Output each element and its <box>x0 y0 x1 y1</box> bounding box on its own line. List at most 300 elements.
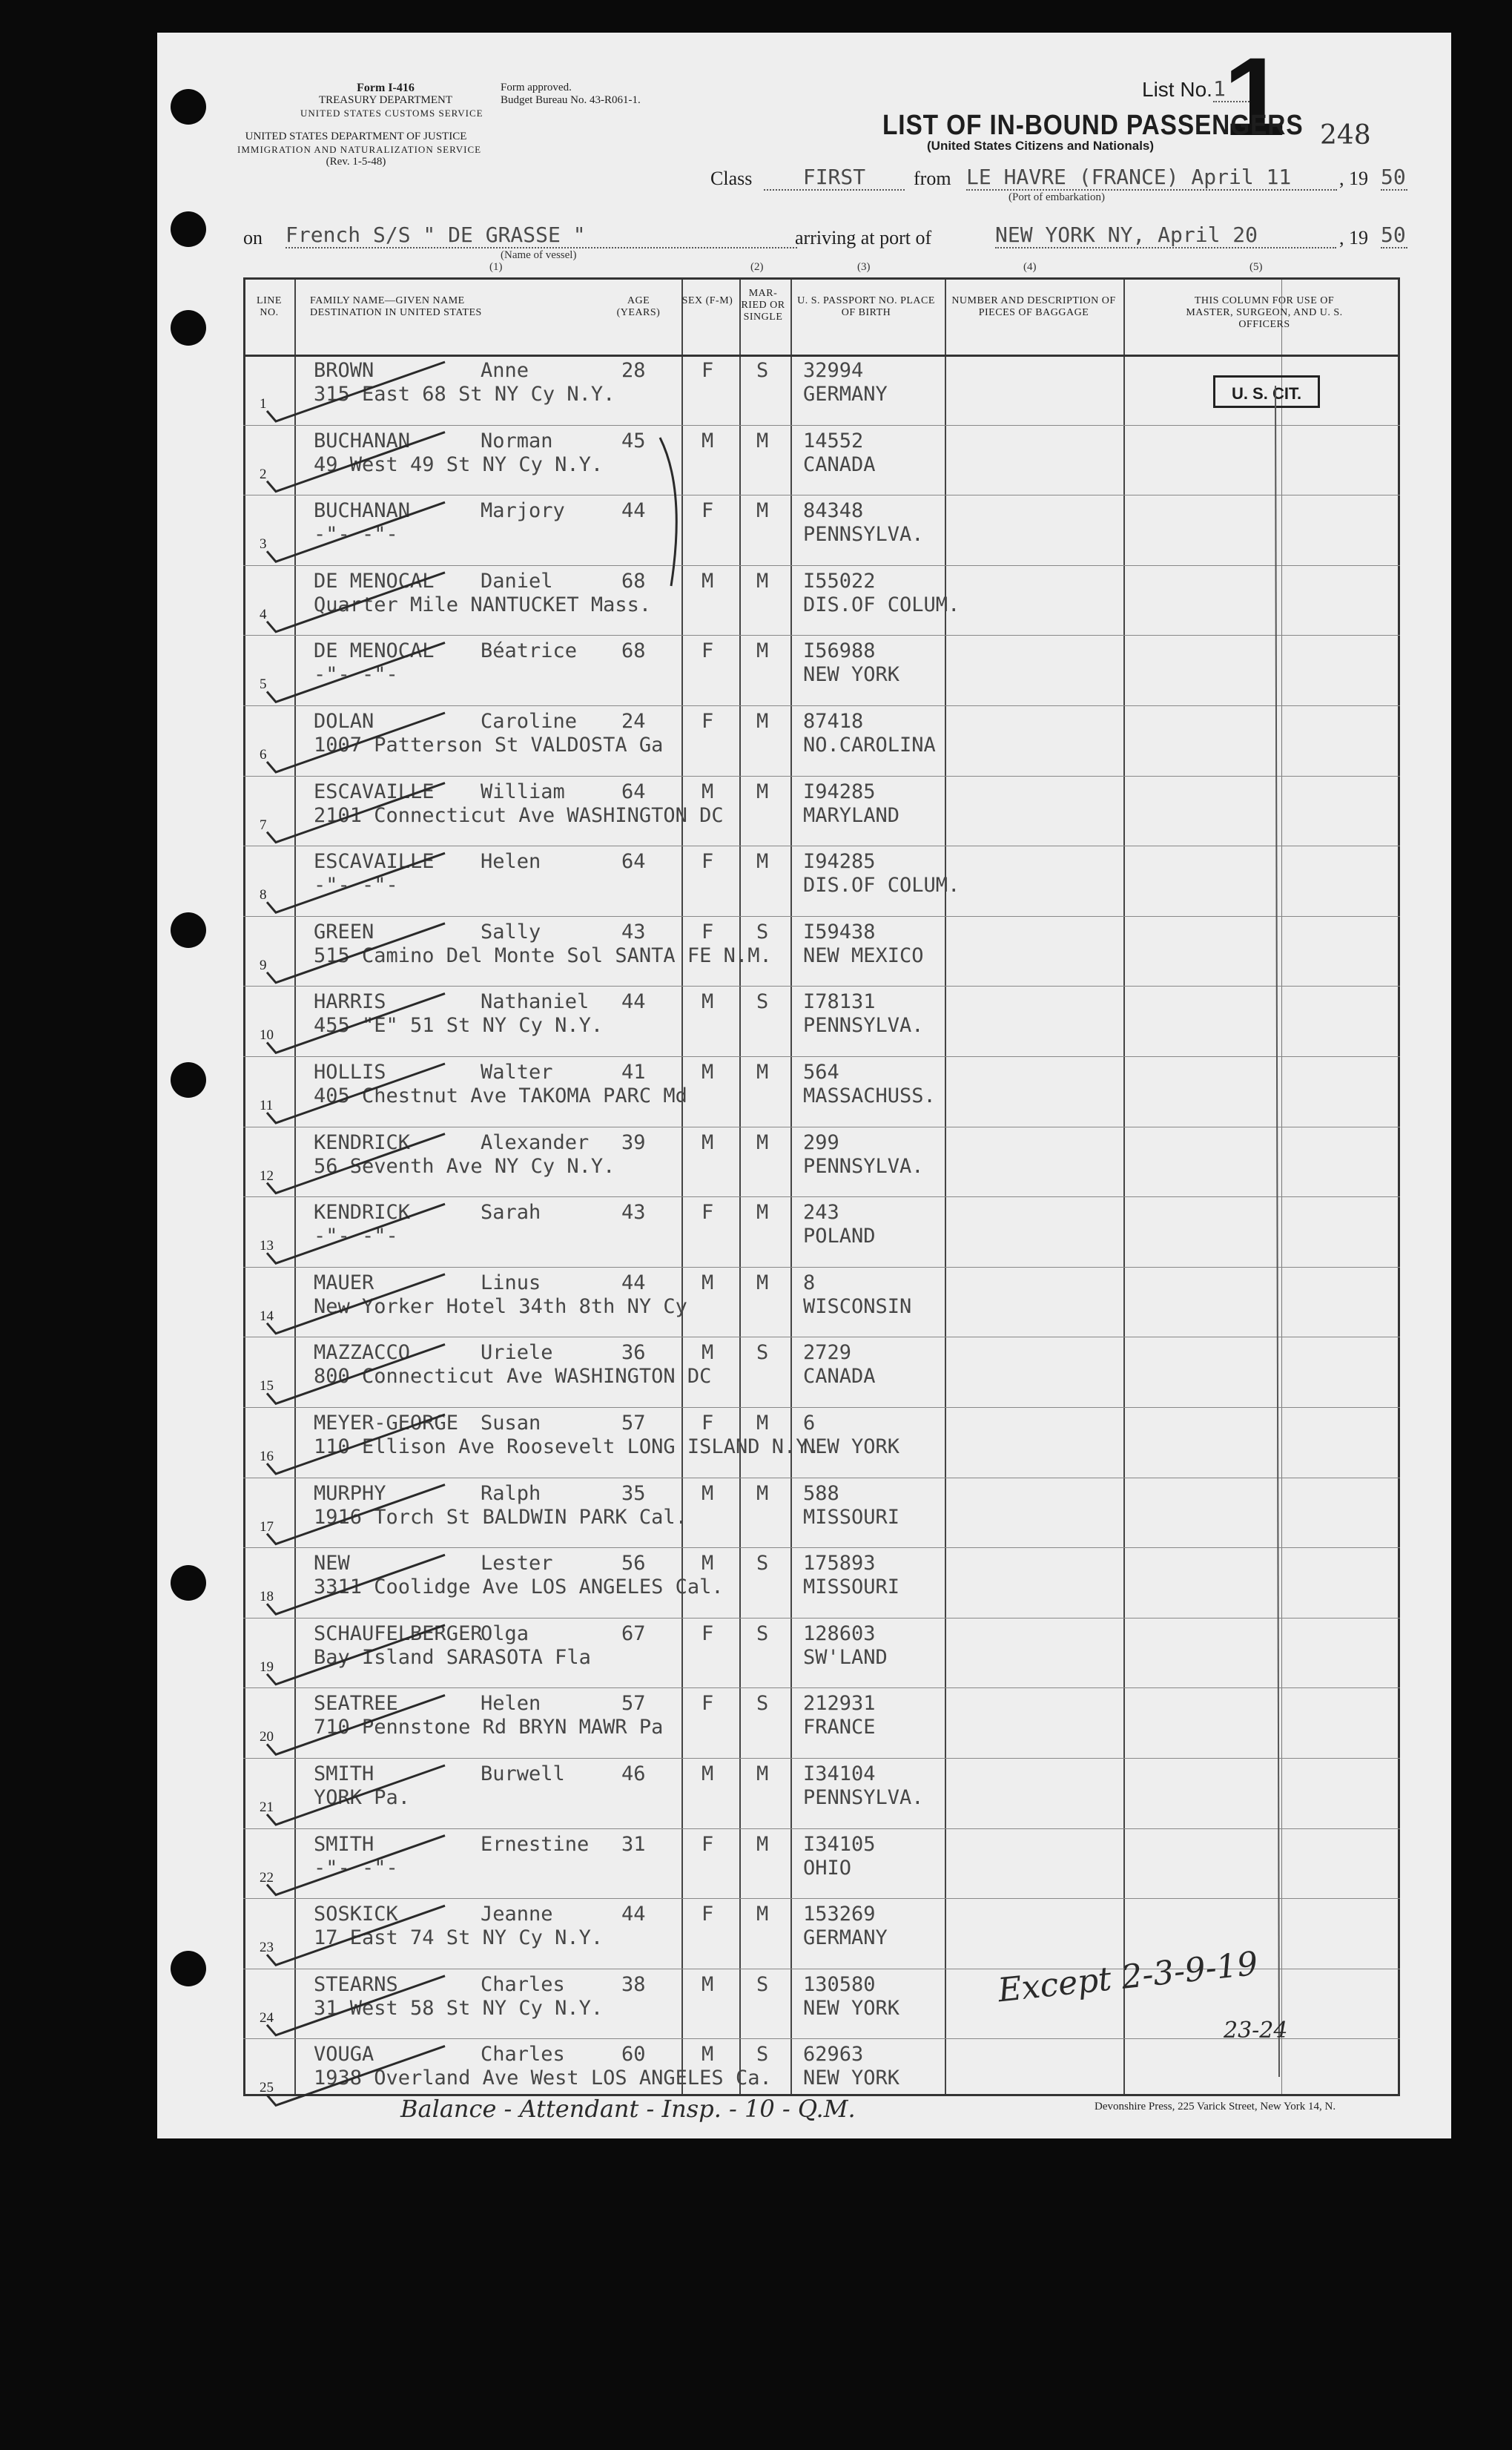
year-label-1: , 19 <box>1339 168 1368 189</box>
column-number-3: (3) <box>857 261 871 273</box>
place-of-birth: OHIO <box>803 1856 852 1880</box>
table-row <box>243 1478 1400 1548</box>
line-number: 8 <box>260 887 267 903</box>
except-annotation-2: 23-24 <box>1224 2018 1288 2044</box>
table-row <box>243 705 1400 776</box>
given-name: Caroline <box>481 710 578 733</box>
age: 28 <box>621 359 646 382</box>
punch-hole <box>171 1565 206 1601</box>
big-list-number: 1 <box>1224 34 1286 159</box>
sex: F <box>701 359 714 382</box>
justice-department: UNITED STATES DEPARTMENT OF JUSTICE <box>245 131 467 142</box>
form-number: Form I-416 <box>357 82 415 94</box>
given-name: William <box>481 780 565 803</box>
given-name: Alexander <box>481 1130 590 1154</box>
age: 44 <box>621 499 646 523</box>
marital-status: M <box>756 1832 769 1856</box>
age: 68 <box>621 569 646 593</box>
marital-status: M <box>756 1201 769 1225</box>
destination: 1916 Torch St BALDWIN PARK Cal. <box>314 1505 687 1529</box>
place-of-birth: DIS.OF COLUM. <box>803 593 960 616</box>
sex: F <box>701 1832 714 1856</box>
destination: New Yorker Hotel 34th 8th NY Cy <box>314 1294 687 1318</box>
line-number: 1 <box>260 396 267 412</box>
place-of-birth: DIS.OF COLUM. <box>803 874 960 898</box>
list-number-value: 1 <box>1213 76 1258 102</box>
handwritten-footer: Balance - Attendant - Insp. - 10 - Q.M. <box>400 2095 856 2123</box>
us-citizen-stamp: U. S. CIT. <box>1213 375 1320 408</box>
place-of-birth: NO.CAROLINA <box>803 734 936 757</box>
family-name: SEATREE <box>314 1692 398 1716</box>
budget-bureau: Budget Bureau No. 43-R061-1. <box>501 94 641 106</box>
table-row <box>243 1618 1400 1688</box>
family-name: NEW <box>314 1552 350 1575</box>
line-number: 16 <box>260 1449 274 1464</box>
vessel-value: French S/S " DE GRASSE " <box>285 223 797 248</box>
place-of-birth: PENNSYLVA. <box>803 1154 924 1178</box>
row-divider <box>243 1056 1400 1057</box>
age: 41 <box>621 1061 646 1084</box>
table-row <box>243 1196 1400 1267</box>
age: 31 <box>621 1832 646 1856</box>
sex: F <box>701 1903 714 1926</box>
destination: YORK Pa. <box>314 1786 411 1809</box>
sex: M <box>701 1481 714 1505</box>
row-divider <box>243 776 1400 777</box>
age: 56 <box>621 1552 646 1575</box>
col-line-no: LINE NO. <box>257 295 282 318</box>
sex: F <box>701 1621 714 1645</box>
family-name: SMITH <box>314 1762 374 1785</box>
row-divider <box>243 986 1400 987</box>
line-number: 3 <box>260 536 267 553</box>
line-number: 17 <box>260 1518 274 1535</box>
age: 68 <box>621 639 646 663</box>
table-row <box>243 1056 1400 1127</box>
table-row <box>243 776 1400 846</box>
marital-status: S <box>756 1341 769 1365</box>
line-number: 2 <box>260 466 267 482</box>
column-number-1: (1) <box>489 261 503 273</box>
family-name: MEYER-GEORGE <box>314 1412 459 1435</box>
age: 45 <box>621 429 646 452</box>
family-name: MURPHY <box>314 1481 386 1505</box>
row-divider <box>243 1267 1400 1268</box>
column-number-5: (5) <box>1249 261 1263 273</box>
line-number: 21 <box>260 1799 274 1815</box>
destination: 110 Ellison Ave Roosevelt LONG ISLAND N.Y. <box>314 1435 820 1458</box>
col-officers: THIS COLUMN FOR USE OF MASTER, SURGEON, AND U. S. OFFICERS <box>1186 295 1343 330</box>
given-name: Béatrice <box>481 639 578 663</box>
table-row <box>243 846 1400 916</box>
passport-number: I94285 <box>803 850 876 874</box>
marital-status: M <box>756 1412 769 1435</box>
stamp-number: 248 <box>1320 120 1371 151</box>
age: 46 <box>621 1762 646 1785</box>
passport-number: 6 <box>803 1412 816 1435</box>
page-subtitle: (United States Citizens and Nationals) <box>927 139 1155 153</box>
destination: -"- -"- <box>314 663 398 687</box>
list-number-label: List No. <box>1142 78 1212 101</box>
destination: -"- -"- <box>314 874 398 898</box>
sex: M <box>701 1061 714 1084</box>
line-number: 20 <box>260 1729 274 1745</box>
table-row <box>243 495 1400 565</box>
sex: M <box>701 1341 714 1365</box>
destination: 31 West 58 St NY Cy N.Y. <box>314 1996 604 2020</box>
given-name: Susan <box>481 1412 541 1435</box>
passport-number: I34105 <box>803 1832 876 1856</box>
row-divider <box>243 635 1400 636</box>
row-divider <box>243 1687 1400 1688</box>
given-name: Daniel <box>481 569 553 593</box>
punch-hole <box>171 1951 206 1986</box>
passport-number: 84348 <box>803 499 864 523</box>
except-annotation: Except 2-3-9-19 <box>996 1944 1260 2010</box>
punch-hole <box>171 211 206 247</box>
sex: M <box>701 1972 714 1996</box>
given-name: Linus <box>481 1271 541 1294</box>
line-number: 19 <box>260 1659 274 1675</box>
marital-status: M <box>756 569 769 593</box>
passport-number: 130580 <box>803 1972 876 1996</box>
marital-status: M <box>756 710 769 733</box>
marital-status: M <box>756 780 769 803</box>
place-of-birth: GERMANY <box>803 1926 888 1950</box>
sex: F <box>701 920 714 944</box>
family-name: GREEN <box>314 920 374 944</box>
place-of-birth: WISCONSIN <box>803 1294 912 1318</box>
family-name: KENDRICK <box>314 1201 411 1225</box>
age: 35 <box>621 1481 646 1505</box>
given-name: Burwell <box>481 1762 565 1785</box>
passport-number: I59438 <box>803 920 876 944</box>
passport-number: 2729 <box>803 1341 852 1365</box>
place-of-birth: SW'LAND <box>803 1645 888 1669</box>
place-of-birth: MISSOURI <box>803 1505 900 1529</box>
passport-number: 14552 <box>803 429 864 452</box>
family-name: DOLAN <box>314 710 374 733</box>
place-of-birth: NEW YORK <box>803 2067 900 2090</box>
sex: F <box>701 850 714 874</box>
destination: 3311 Coolidge Ave LOS ANGELES Cal. <box>314 1575 724 1599</box>
given-name: Uriele <box>481 1341 553 1365</box>
sex: M <box>701 990 714 1014</box>
form-approved: Form approved. <box>501 82 572 93</box>
place-of-birth: NEW YORK <box>803 663 900 687</box>
col-sex: SEX (F-M) <box>681 295 733 306</box>
table-row <box>243 1337 1400 1407</box>
marital-status: S <box>756 1972 769 1996</box>
from-label: from <box>914 168 951 189</box>
marital-status: M <box>756 1130 769 1154</box>
family-name: DE MENOCAL <box>314 569 435 593</box>
col-age: AGE (YEARS) <box>616 295 661 318</box>
row-divider <box>243 1547 1400 1548</box>
passport-number: 87418 <box>803 710 864 733</box>
family-name: MAZZACCO <box>314 1341 411 1365</box>
destination: 710 Pennstone Rd BRYN MAWR Pa <box>314 1716 664 1739</box>
destination: -"- -"- <box>314 1225 398 1248</box>
family-name: SOSKICK <box>314 1903 398 1926</box>
given-name: Charles <box>481 1972 565 1996</box>
family-name: HARRIS <box>314 990 386 1014</box>
class-value: FIRST <box>764 165 905 191</box>
line-number: 7 <box>260 817 267 833</box>
given-name: Helen <box>481 850 541 874</box>
marital-status: M <box>756 1271 769 1294</box>
line-number: 4 <box>260 606 267 622</box>
row-divider <box>243 916 1400 917</box>
place-of-birth: MISSOURI <box>803 1575 900 1599</box>
place-of-birth: MASSACHUSS. <box>803 1084 936 1107</box>
family-name: BUCHANAN <box>314 499 411 523</box>
table-row <box>243 1547 1400 1618</box>
line-number: 6 <box>260 747 267 763</box>
year-label-2: , 19 <box>1339 227 1368 248</box>
col-married: MAR-RIED OR SINGLE <box>741 288 785 323</box>
table-row <box>243 1758 1400 1828</box>
punch-hole <box>171 1062 206 1098</box>
age: 64 <box>621 780 646 803</box>
given-name: Lester <box>481 1552 553 1575</box>
line-number: 12 <box>260 1168 274 1184</box>
place-of-birth: NEW MEXICO <box>803 944 924 967</box>
place-of-birth: MARYLAND <box>803 803 900 827</box>
line-number: 11 <box>260 1098 274 1113</box>
passport-number: 564 <box>803 1061 839 1084</box>
passport-number: 8 <box>803 1271 816 1294</box>
destination: 1007 Patterson St VALDOSTA Ga <box>314 734 664 757</box>
marital-status: M <box>756 1903 769 1926</box>
marital-status: M <box>756 1762 769 1785</box>
column-number-4: (4) <box>1023 261 1037 273</box>
given-name: Sally <box>481 920 541 944</box>
marital-status: S <box>756 920 769 944</box>
given-name: Olga <box>481 1621 529 1645</box>
marital-status: M <box>756 1061 769 1084</box>
passport-number: 243 <box>803 1201 839 1225</box>
passport-number: I94285 <box>803 780 876 803</box>
col-passport: U. S. PASSPORT NO. PLACE OF BIRTH <box>797 295 935 318</box>
destination: 49 West 49 St NY Cy N.Y. <box>314 452 604 476</box>
line-number: 9 <box>260 957 267 973</box>
family-name: VOUGA <box>314 2043 374 2067</box>
table-row <box>243 986 1400 1056</box>
given-name: Walter <box>481 1061 553 1084</box>
age: 44 <box>621 1271 646 1294</box>
line-number: 15 <box>260 1378 274 1394</box>
row-divider <box>243 1898 1400 1899</box>
passport-number: I34104 <box>803 1762 876 1785</box>
destination: Bay Island SARASOTA Fla <box>314 1645 591 1669</box>
family-name: ESCAVAILLE <box>314 850 435 874</box>
sex: M <box>701 1762 714 1785</box>
line-number: 24 <box>260 2009 274 2026</box>
sex: F <box>701 499 714 523</box>
age: 36 <box>621 1341 646 1365</box>
given-name: Norman <box>481 429 553 452</box>
col-name: FAMILY NAME—GIVEN NAME DESTINATION IN UNITED STATES <box>310 295 482 318</box>
destination: -"- -"- <box>314 523 398 547</box>
family-name: MAUER <box>314 1271 374 1294</box>
destination: 56 Seventh Ave NY Cy N.Y. <box>314 1154 615 1178</box>
marital-status: S <box>756 1692 769 1716</box>
line-number: 18 <box>260 1589 274 1605</box>
marital-status: S <box>756 1552 769 1575</box>
age: 39 <box>621 1130 646 1154</box>
table-row <box>243 635 1400 705</box>
given-name: Anne <box>481 359 529 382</box>
passport-number: 62963 <box>803 2043 864 2067</box>
age: 43 <box>621 920 646 944</box>
place-of-birth: PENNSYLVA. <box>803 1786 924 1809</box>
passport-number: 128603 <box>803 1621 876 1645</box>
destination: 17 East 74 St NY Cy N.Y. <box>314 1926 604 1950</box>
family-name: BUCHANAN <box>314 429 411 452</box>
line-number: 14 <box>260 1308 274 1324</box>
marital-status: M <box>756 499 769 523</box>
passport-number: I78131 <box>803 990 876 1014</box>
row-divider <box>243 425 1400 426</box>
family-name: STEARNS <box>314 1972 398 1996</box>
sex: F <box>701 1201 714 1225</box>
family-name: HOLLIS <box>314 1061 386 1084</box>
age: 67 <box>621 1621 646 1645</box>
ins-service: IMMIGRATION AND NATURALIZATION SERVICE <box>237 144 482 155</box>
age: 64 <box>621 850 646 874</box>
arrival-port-value: NEW YORK NY, April 20 <box>995 223 1336 248</box>
given-name: Ernestine <box>481 1832 590 1856</box>
form-block-justice <box>237 131 482 168</box>
destination: 315 East 68 St NY Cy N.Y. <box>314 383 615 406</box>
table-row <box>243 565 1400 636</box>
sex: M <box>701 780 714 803</box>
sex: F <box>701 639 714 663</box>
marital-status: M <box>756 1481 769 1505</box>
family-name: SMITH <box>314 1832 374 1856</box>
line-number: 25 <box>260 2080 274 2096</box>
place-of-birth: NEW YORK <box>803 1996 900 2020</box>
page-title: LIST OF IN-BOUND PASSENGERS <box>882 110 1304 141</box>
destination: Quarter Mile NANTUCKET Mass. <box>314 593 652 616</box>
age: 44 <box>621 1903 646 1926</box>
age: 38 <box>621 1972 646 1996</box>
col-baggage: NUMBER AND DESCRIPTION OF PIECES OF BAGGAGE <box>951 295 1116 318</box>
sex: M <box>701 429 714 452</box>
punch-hole <box>171 912 206 948</box>
place-of-birth: FRANCE <box>803 1716 876 1739</box>
place-of-birth: CANADA <box>803 1365 876 1389</box>
row-divider <box>243 1196 1400 1197</box>
port-of-embarkation-value: LE HAVRE (FRANCE) April 11 <box>966 165 1337 191</box>
given-name: Jeanne <box>481 1903 553 1926</box>
table-row <box>243 1687 1400 1758</box>
destination: -"- -"- <box>314 1856 398 1880</box>
form-revision: (Rev. 1-5-48) <box>326 156 386 168</box>
destination: 455 "E" 51 St NY Cy N.Y. <box>314 1014 604 1038</box>
age: 43 <box>621 1201 646 1225</box>
class-label: Class <box>710 168 753 189</box>
given-name: Marjory <box>481 499 565 523</box>
passport-number: 212931 <box>803 1692 876 1716</box>
sex: M <box>701 1271 714 1294</box>
punch-hole <box>171 89 206 125</box>
table-row <box>243 1407 1400 1478</box>
destination: 1938 Overland Ave West LOS ANGELES Ca. <box>314 2067 772 2090</box>
row-divider <box>243 1758 1400 1759</box>
line-number: 10 <box>260 1027 274 1044</box>
place-of-birth: PENNSYLVA. <box>803 1014 924 1038</box>
passport-number: 175893 <box>803 1552 876 1575</box>
given-name: Helen <box>481 1692 541 1716</box>
given-name: Ralph <box>481 1481 541 1505</box>
table-row <box>243 425 1400 495</box>
marital-status: M <box>756 429 769 452</box>
age: 24 <box>621 710 646 733</box>
age: 60 <box>621 2043 646 2067</box>
passport-number: 299 <box>803 1130 839 1154</box>
passport-number: 153269 <box>803 1903 876 1926</box>
port-caption: (Port of embarkation) <box>1008 191 1105 203</box>
place-of-birth: PENNSYLVA. <box>803 523 924 547</box>
sex: F <box>701 710 714 733</box>
form-block-treasury <box>300 82 483 119</box>
family-name: SCHAUFELBERGER <box>314 1621 483 1645</box>
sex: M <box>701 1130 714 1154</box>
place-of-birth: CANADA <box>803 452 876 476</box>
passport-number: 588 <box>803 1481 839 1505</box>
sex: M <box>701 569 714 593</box>
row-divider <box>243 1828 1400 1829</box>
family-name: DE MENOCAL <box>314 639 435 663</box>
arriving-label: arriving at port of <box>795 227 932 248</box>
line-number: 13 <box>260 1238 274 1254</box>
place-of-birth: GERMANY <box>803 383 888 406</box>
marital-status: M <box>756 850 769 874</box>
marital-status: S <box>756 2043 769 2067</box>
passport-number: I56988 <box>803 639 876 663</box>
destination: 800 Connecticut Ave WASHINGTON DC <box>314 1365 712 1389</box>
marital-status: S <box>756 990 769 1014</box>
sex: F <box>701 1412 714 1435</box>
table-row <box>243 1267 1400 1337</box>
table-row <box>243 916 1400 987</box>
family-name: ESCAVAILLE <box>314 780 435 803</box>
given-name: Charles <box>481 2043 565 2067</box>
destination: 2101 Connecticut Ave WASHINGTON DC <box>314 803 724 827</box>
customs-service: UNITED STATES CUSTOMS SERVICE <box>300 108 483 119</box>
sex: M <box>701 1552 714 1575</box>
age: 57 <box>621 1692 646 1716</box>
treasury-department: TREASURY DEPARTMENT <box>318 94 453 106</box>
destination: 515 Camino Del Monte Sol SANTA FE N.M. <box>314 944 772 967</box>
given-name: Nathaniel <box>481 990 590 1014</box>
year-value-1: 50 <box>1381 165 1407 191</box>
passport-number: I55022 <box>803 569 876 593</box>
sex: M <box>701 2043 714 2067</box>
form-approval <box>501 82 686 107</box>
family-name: KENDRICK <box>314 1130 411 1154</box>
on-label: on <box>243 227 263 248</box>
marital-status: S <box>756 1621 769 1645</box>
given-name: Sarah <box>481 1201 541 1225</box>
place-of-birth: POLAND <box>803 1225 876 1248</box>
age: 57 <box>621 1412 646 1435</box>
row-divider <box>243 1407 1400 1408</box>
vessel-caption: (Name of vessel) <box>501 249 577 261</box>
table-row <box>243 1127 1400 1197</box>
